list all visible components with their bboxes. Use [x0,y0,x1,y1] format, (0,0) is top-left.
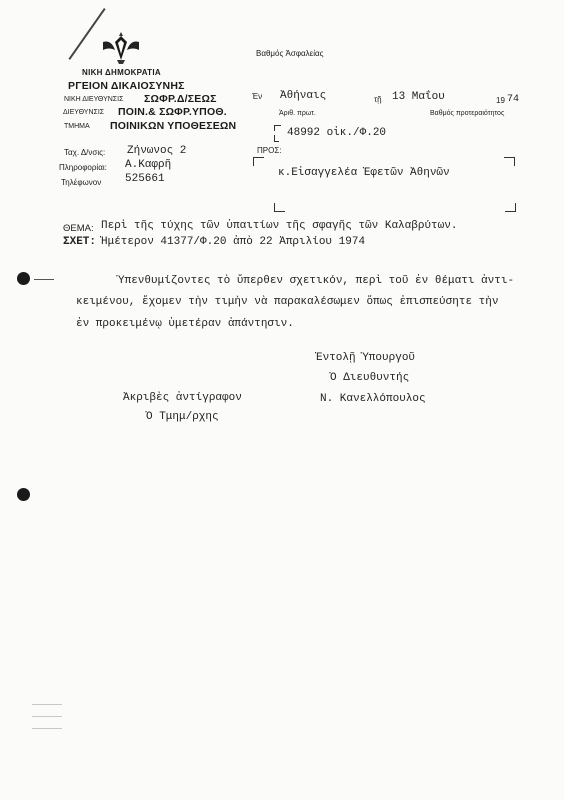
year-printed: 19 [496,96,505,105]
to-label: ΠΡΟΣ: [257,146,282,155]
recipient-bracket-bl [274,203,285,212]
priority-label: Βαθμός προτεραιότητος [430,110,505,117]
year-typed: 74 [507,94,520,105]
recipient-bracket-tr [504,157,515,166]
body-line-1: Ὑπενθυμίζοντες τὸ ὕπερθεν σχετικόν, περὶ τοῦ ἐν θέματι ἀντι- [118,275,515,287]
fold-mark-1 [32,704,62,705]
recipient-value: κ.Εἰσαγγελέα Ἐφετῶν Ἀθηνῶν [278,167,450,179]
protocol-bracket-top [274,125,281,131]
recipient-bracket-br [505,203,516,212]
body-line-2: κειμένου, ἔχομεν τὴν τιμὴν νὰ παρακαλέσωμεν ὅπως ἐπισπεύσητε τὴν [76,296,499,308]
address-value: Ζήνωνος 2 [127,145,187,157]
copy-section-head: Ὁ Τμημ/ρχης [146,411,219,423]
recipient-bracket-tl [253,157,264,166]
place-value: Ἀθήναις [280,90,327,102]
info-label: Πληροφορίαι: [59,163,107,172]
department-value: ΠΟΙΝ.& ΣΩΦΡ.ΥΠΟΘ. [118,106,227,118]
place-label: Ἐν [252,92,263,101]
signature-director-name: Ν. Κανελλόπουλος [320,393,426,405]
section-value: ΠΟΙΝΙΚΩΝ ΥΠΟΘΕΣΕΩΝ [110,120,237,132]
punch-mark-upper [34,279,54,280]
directorate-value: ΣΩΦΡ.Δ/ΣΕΩΣ [144,93,217,105]
fold-mark-3 [32,728,62,729]
schet-label: ΣΧΕΤ: [63,236,97,248]
security-label: Βαθμός Ἀσφαλείας [256,49,324,58]
signature-director-title: Ὁ Διευθυντής [330,372,410,384]
phone-value: 525661 [125,173,165,185]
protocol-label: Ἀριθ. πρωτ. [279,110,316,117]
signature-order-line: Ἐντολῇ Ὑπουργοῦ [316,352,416,364]
section-label: ΤΜΗΜΑ [64,123,90,130]
schet-value: Ἡμέτερον 41377/Φ.20 ἀπὸ 22 Ἀπριλίου 1974 [101,236,366,248]
address-label: Ταχ. Δ/νσις: [64,148,106,157]
info-value: Α.Καφρῆ [125,159,172,171]
protocol-value: 48992 οἰκ./Φ.20 [287,127,387,139]
punch-hole-upper [17,272,30,285]
copy-exact-label: Ἀκριβὲς ἀντίγραφον [123,392,242,404]
department-label: ΔΙΕΥΘΥΝΣΙΣ [63,109,105,116]
punch-hole-lower [17,488,30,501]
body-line-3: ἐν προκειμένῳ ὑμετέραν ἀπάντησιν. [76,318,294,330]
fold-mark-2 [32,716,62,717]
date-value: 13 Μαΐου [392,91,445,103]
phone-label: Τηλέφωνον [61,178,102,187]
date-prefix: τῇ [374,95,382,104]
thema-label: ΘΕΜΑ: [63,223,94,234]
directorate-label: ΝΙΚΗ ΔΙΕΥΘΥΝΣΙΣ [64,96,124,103]
thema-value: Περὶ τῆς τύχης τῶν ὑπαιτίων τῆς σφαγῆς τῶν Καλαβρύτων. [101,220,458,232]
coat-of-arms-icon [99,32,143,66]
ministry-line-2: ΡΓΕΙΟΝ ΔΙΚΑΙΟΣΥΝΗΣ [68,80,185,92]
ministry-line-1: ΝΙΚΗ ΔΗΜΟΚΡΑΤΙΑ [82,68,161,77]
protocol-bracket-bottom [274,135,279,142]
